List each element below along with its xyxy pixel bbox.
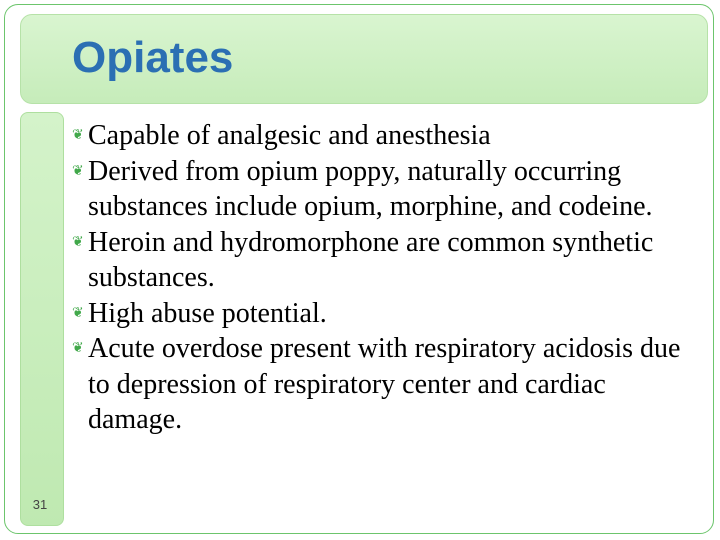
bullet-text: High abuse potential.: [88, 297, 327, 329]
side-band: [20, 112, 64, 526]
bullet-text: Capable of analgesic and anesthesia: [88, 120, 491, 151]
bullet-icon: ❦: [72, 234, 84, 250]
bullet-list: [70, 118, 706, 438]
slide-title: Opiates: [72, 33, 234, 82]
bullet-item: [70, 225, 706, 296]
bullet-text: Heroin and hydromorphone are common synthetic substances.: [88, 226, 654, 293]
bullet-icon: ❦: [72, 128, 84, 143]
bullet-text: Acute overdose present with respiratory acidosis due to depression of respiratory center and cardiac damage.: [88, 333, 681, 435]
bullet-item: [70, 154, 706, 225]
bullet-item: [70, 118, 706, 154]
bullet-icon: ❦: [72, 305, 84, 321]
bullet-item: [70, 296, 706, 332]
bullet-item: [70, 331, 706, 438]
bullet-icon: ❦: [72, 163, 84, 179]
bullet-icon: ❦: [72, 341, 84, 356]
slide-number: 31: [32, 497, 48, 512]
bullet-text: Derived from opium poppy, naturally occurring substances include opium, morphine, and codeine.: [88, 155, 653, 222]
